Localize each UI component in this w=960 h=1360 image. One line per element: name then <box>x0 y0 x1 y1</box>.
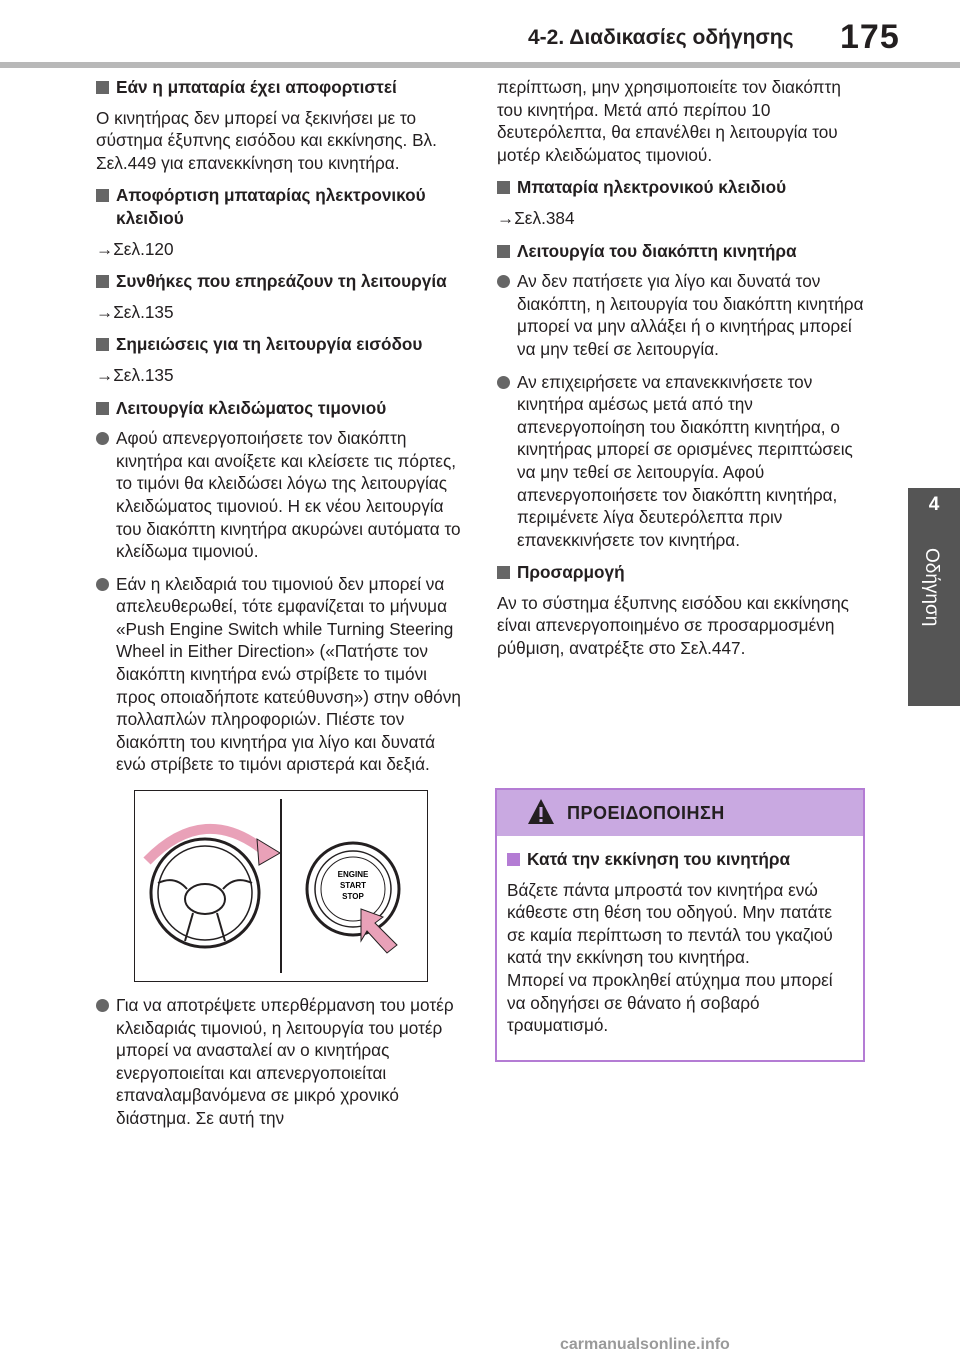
page-reference: →Σελ.384 <box>497 207 575 228</box>
warning-title: ΠΡΟΕΙΔΟΠΟΙΗΣΗ <box>567 803 725 823</box>
engine-start-button-icon <box>307 843 399 935</box>
square-bullet-icon <box>497 566 510 579</box>
heading-key-battery-right: Μπαταρία ηλεκτρονικού κλειδιού <box>497 176 867 199</box>
warning-body <box>497 836 863 1037</box>
round-bullet-icon <box>497 275 510 288</box>
round-bullet-icon <box>96 578 109 591</box>
square-bullet-icon <box>96 275 109 288</box>
chapter-label: Οδήγηση <box>921 548 942 627</box>
section-title: 4-2. Διαδικασίες οδήγησης <box>528 26 794 49</box>
heading-entry-notes: Σημειώσεις για τη λειτουργία εισόδου <box>96 333 466 356</box>
bullet-item: Αφού απενεργοποιήσετε τον διακόπτη κινητήρα και ανοίξετε και κλείσετε τις πόρτες, το τιμόνι θα κλειδώσει λόγω της λειτουργίας κλειδώματος τιμονιού. Η εκ νέου λειτουργία του διακόπτη κινητήρα ακυρώνει αυτόματα το κλείδωμα τιμονιού. <box>96 427 466 563</box>
heading-battery-discharged: Εάν η μπαταρία έχει αποφορτιστεί <box>96 76 466 99</box>
heading-engine-switch: Λειτουργία του διακόπτη κινητήρα <box>497 240 867 263</box>
square-bullet-icon <box>507 853 520 866</box>
rotation-arrowhead-icon <box>257 839 280 865</box>
warning-text: Βάζετε πάντα μπροστά τον κινητήρα ενώ κάθεστε στη θέση του οδηγού. Μην πατάτε σε καμία περίπτωση το πεντάλ του γκαζιού κατά την εκκίνηση του κινητήρα. <box>507 879 833 968</box>
button-text-engine: ENGINE <box>337 870 369 880</box>
square-bullet-icon <box>96 81 109 94</box>
square-bullet-icon <box>96 338 109 351</box>
heading-customization: Προσαρμογή <box>497 561 867 584</box>
warning-text-consequence: Μπορεί να προκληθεί ατύχημα που μπορεί να οδηγήσει σε θάνατο ή σοβαρό τραυματισμό. <box>507 969 833 1036</box>
round-bullet-icon <box>96 432 109 445</box>
square-bullet-icon <box>497 245 510 258</box>
heading-conditions: Συνθήκες που επηρεάζουν τη λειτουργία <box>96 270 466 293</box>
page-reference: →Σελ.135 <box>96 364 174 385</box>
square-bullet-icon <box>96 402 109 415</box>
paragraph: Ο κινητήρας δεν μπορεί να ξεκινήσει με το σύστημα έξυπνης εισόδου και εκκίνησης. Βλ. Σελ.449 για επανεκκίνηση του κινητήρα. <box>96 107 437 173</box>
button-text-stop: STOP <box>342 892 364 902</box>
left-column <box>96 76 466 1140</box>
warning-triangle-icon <box>527 798 555 826</box>
warning-heading: Κατά την εκκίνηση του κινητήρα <box>507 848 853 871</box>
paragraph: Αν το σύστημα έξυπνης εισόδου και εκκίνησης είναι απενεργοποιημένο σε προσαρμοσμένη ρύθμιση, ανατρέξτε στο Σελ.447. <box>497 592 849 659</box>
heading-key-battery: Αποφόρτιση μπαταρίας ηλεκτρονικού κλειδιού <box>96 184 466 229</box>
watermark: carmanualsonline.info <box>560 1336 730 1353</box>
paragraph-continued: περίπτωση, μην χρησιμοποιείτε τον διακόπτη του κινητήρα. Μετά από περίπου 10 δευτερόλεπτα, θα επανέλθει η λειτουργία του μοτέρ κλειδώματος τιμονιού. <box>497 77 841 165</box>
steering-wheel-icon <box>151 839 259 947</box>
page-reference: →Σελ.135 <box>96 301 174 322</box>
page-reference: →Σελ.120 <box>96 238 174 259</box>
chapter-number: 4 <box>928 494 940 515</box>
chapter-tab <box>908 488 960 706</box>
steering-illustration <box>134 790 428 982</box>
round-bullet-icon <box>96 999 109 1012</box>
bullet-item: Εάν η κλειδαριά του τιμονιού δεν μπορεί να απελευθερωθεί, τότε εμφανίζεται το μήνυμα «Push Engine Switch while Turning Steering Wheel in Either Direction» («Πατήστε τον διακόπτη κινητήρα ενώ στρίβετε το τιμόνι προς οποιαδήποτε κατεύθυνση») στην οθόνη πολλαπλών πληροφοριών. Πιέστε τον διακόπτη του κινητήρα για λίγο και δυνατά ενώ στρίβετε το τιμόνι αριστερά και δεξιά. <box>96 573 466 776</box>
right-column <box>497 76 867 670</box>
round-bullet-icon <box>497 376 510 389</box>
button-text-start: START <box>339 881 367 891</box>
bullet-item: Αν δεν πατήσετε για λίγο και δυνατά τον διακόπτη, η λειτουργία του διακόπτη κινητήρα μπορεί να μην αλλάξει ή ο κινητήρας μπορεί να μην τεθεί σε λειτουργία. <box>497 270 867 360</box>
square-bullet-icon <box>96 189 109 202</box>
bullet-item: Αν επιχειρήσετε να επανεκκινήσετε τον κινητήρα αμέσως μετά από την απενεργοποίηση του διακόπτη κινητήρα, ο κινητήρας μπορεί σε ορισμένες περιπτώσεις να μην τεθεί σε λειτουργία. Αφού απενεργοποιήσετε τον διακόπτη κινητήρα, περιμένετε λίγα δευτερόλεπτα πριν επανεκκινήσετε τον κινητήρα. <box>497 371 867 552</box>
warning-header <box>497 790 863 836</box>
header-rule <box>0 62 960 68</box>
steering-wheel-button-figure <box>135 791 427 981</box>
page-number: 175 <box>840 18 900 56</box>
square-bullet-icon <box>497 181 510 194</box>
page-header <box>0 0 960 62</box>
warning-box <box>495 788 865 1062</box>
bullet-item: Για να αποτρέψετε υπερθέρμανση του μοτέρ κλειδαριάς τιμονιού, η λειτουργία του μοτέρ μπορεί να ανασταλεί αν ο κινητήρας ενεργοποιείται και απενεργοποιείται επαναλαμβανόμενα σε μικρό χρονικό διάστημα. Σε αυτή την <box>96 994 466 1130</box>
heading-steering-lock: Λειτουργία κλειδώματος τιμονιού <box>96 397 466 420</box>
